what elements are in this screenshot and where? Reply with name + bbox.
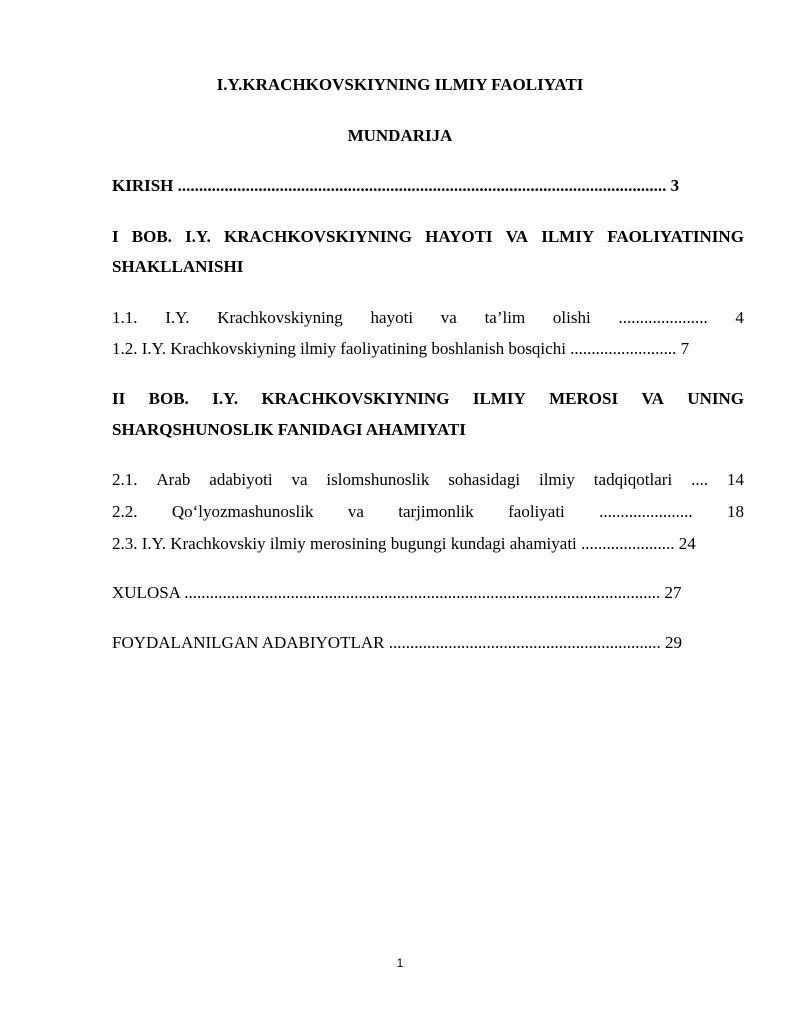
word: islomshunoslik: [326, 470, 430, 489]
word: FAOLIYATINING: [607, 227, 744, 246]
word: ......................: [599, 502, 693, 521]
word: 1.1.: [112, 308, 138, 327]
word: HAYOTI: [425, 227, 493, 246]
word: va: [347, 502, 364, 521]
toc-entry-2-2: [112, 501, 744, 523]
toc-entry-references: FOYDALANILGAN ADABIYOTLAR ................................................................ 29: [112, 633, 682, 652]
word: faoliyati: [508, 502, 565, 521]
word: tadqiqotlari: [593, 470, 673, 489]
word: ILMIY: [472, 389, 526, 408]
word: II: [112, 389, 126, 408]
word: ilmiy: [538, 470, 575, 489]
document-title: I.Y.KRACHKOVSKIYNING ILMIY FAOLIYATI: [216, 75, 584, 94]
word: tarjimonlik: [398, 502, 474, 521]
word: KRACHKOVSKIYNING: [261, 389, 450, 408]
word: 2.2.: [112, 502, 138, 521]
word: olishi: [552, 308, 591, 327]
word: va: [440, 308, 457, 327]
word: Krachkovskiyning: [217, 308, 343, 327]
word: KRACHKOVSKIYNING: [224, 227, 413, 246]
word: I.Y.: [185, 227, 211, 246]
word: I.Y.: [212, 389, 239, 408]
word: MEROSI: [549, 389, 619, 408]
toc-entry-2-1: [112, 469, 744, 491]
word: ILMIY: [541, 227, 595, 246]
word: sohasidagi: [448, 470, 521, 489]
word: I.Y.: [165, 308, 190, 327]
page-number: 1: [396, 956, 404, 970]
page-ref: 18: [726, 502, 744, 521]
word: BOB.: [131, 227, 172, 246]
toc-heading: MUNDARIJA: [347, 126, 453, 145]
word: .....................: [618, 308, 708, 327]
word: BOB.: [148, 389, 189, 408]
word: ....: [691, 470, 709, 489]
chapter1-title-line1: [112, 226, 744, 248]
page-ref: 14: [726, 470, 744, 489]
word: va: [291, 470, 308, 489]
toc-entry-2-3: 2.3. I.Y. Krachkovskiy ilmiy merosining bugungi kundagi ahamiyati ...................... 24: [112, 534, 696, 553]
toc-entry-1-1: [112, 307, 744, 329]
chapter2-title-line1: [112, 388, 744, 410]
toc-entry-intro: KIRISH ................................................................................................................... 3: [112, 176, 680, 195]
word: VA: [641, 389, 664, 408]
toc-entry-conclusion: XULOSA ................................................................................................................ 27: [112, 583, 682, 602]
page-ref: 4: [735, 308, 744, 327]
toc-entry-1-2: 1.2. I.Y. Krachkovskiyning ilmiy faoliyatining boshlanish bosqichi ......................... 7: [112, 339, 690, 358]
word: Arab: [156, 470, 191, 489]
word: adabiyoti: [209, 470, 273, 489]
word: Qo‘lyozmashunoslik: [171, 502, 314, 521]
word: hayoti: [370, 308, 414, 327]
word: VA: [505, 227, 529, 246]
word: I: [112, 227, 119, 246]
chapter1-title-line2: SHAKLLANISHI: [112, 257, 244, 276]
word: UNING: [687, 389, 744, 408]
word: 2.1.: [112, 470, 138, 489]
word: ta’lim: [484, 308, 526, 327]
chapter2-title-line2: SHARQSHUNOSLIK FANIDAGI AHAMIYATI: [112, 420, 466, 439]
